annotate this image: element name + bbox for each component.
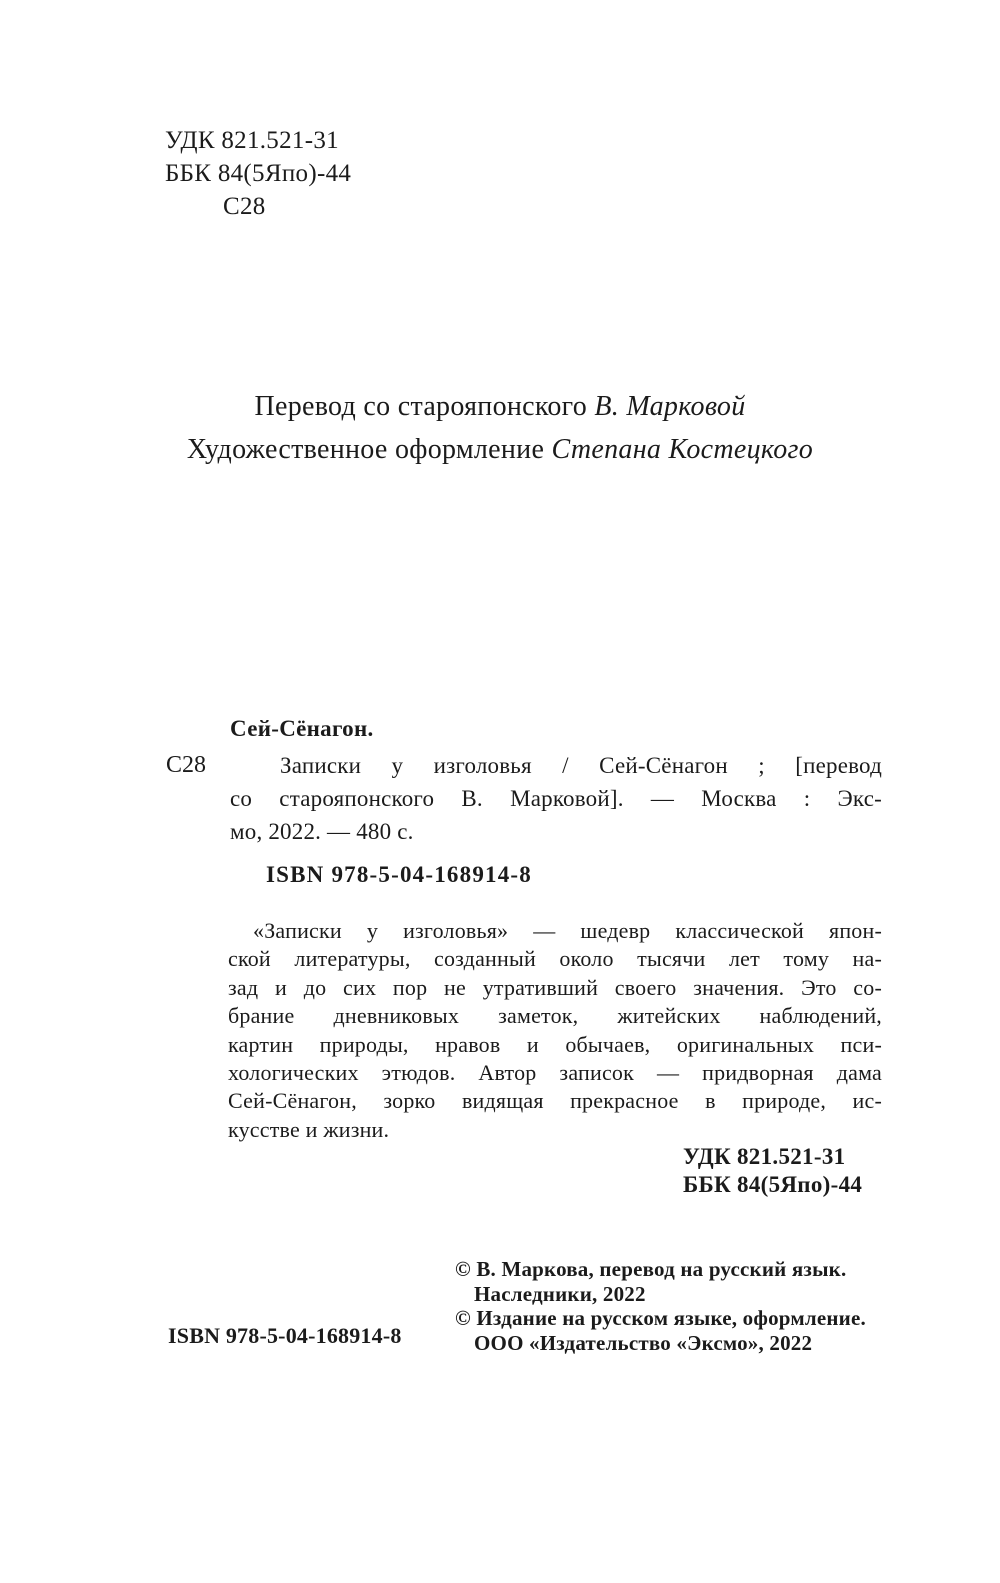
top-codes-block xyxy=(165,124,351,223)
annotation-line: брание дневниковых заметок, житейских наблюдений, xyxy=(228,1003,882,1029)
annotation-line: «Записки у изголовья» — шедевр классической япон- xyxy=(253,918,882,943)
translation-credit xyxy=(0,385,1000,428)
udk-code-bottom: УДК 821.521-31 xyxy=(683,1144,846,1169)
catalog-entry xyxy=(230,749,882,848)
copyright-line: ООО «Издательство «Эксмо», 2022 xyxy=(474,1330,813,1355)
translation-credit-text: Перевод со старояпонского xyxy=(254,391,595,422)
translator-name: В. Марковой xyxy=(594,391,746,422)
author-sign-code: С28 xyxy=(223,193,266,220)
copyright-block xyxy=(455,1257,866,1355)
annotation-line: ской литературы, созданный около тысячи лет тому на- xyxy=(228,946,882,972)
copyright-line: Наследники, 2022 xyxy=(474,1281,646,1306)
catalog-entry-line: со старояпонского В. Марковой]. — Москва : Экс- xyxy=(230,786,882,811)
annotation-paragraph xyxy=(228,917,882,1144)
design-credit-text: Художественное оформление xyxy=(186,434,552,465)
annotation-line: Сей-Сёнагон, зорко видящая прекрасное в природе, ис- xyxy=(228,1088,882,1114)
footer-isbn: ISBN 978-5-04-168914-8 xyxy=(168,1323,402,1348)
annotation-line: хологических этюдов. Автор записок — придворная дама xyxy=(228,1060,882,1086)
bbk-code-bottom: ББК 84(5Япо)-44 xyxy=(683,1172,863,1197)
annotation-line: кусстве и жизни. xyxy=(228,1116,390,1142)
design-credit xyxy=(0,428,1000,471)
catalog-entry-line: Записки у изголовья / Сей-Сёнагон ; [перевод xyxy=(280,753,882,778)
catalog-author: Сей-Сёнагон. xyxy=(230,716,374,741)
annotation-line: картин природы, нравов и обычаев, оригинальных пси- xyxy=(228,1031,882,1057)
bbk-code: ББК 84(5Япо)-44 xyxy=(165,160,352,187)
udk-code: УДК 821.521-31 xyxy=(165,127,339,154)
copyright-line: © Издание на русском языке, оформление. xyxy=(455,1306,866,1330)
bottom-codes-block xyxy=(683,1143,862,1199)
copyright-line: © В. Маркова, перевод на русский язык. xyxy=(455,1257,847,1281)
annotation-line: зад и до сих пор не утративший своего значения. Это со- xyxy=(228,974,882,1000)
credits-block xyxy=(0,385,1000,471)
catalog-isbn: ISBN 978-5-04-168914-8 xyxy=(266,862,532,887)
catalog-author-sign: С28 xyxy=(166,752,207,778)
designer-name: Степана Костецкого xyxy=(551,434,814,465)
catalog-entry-line: мо, 2022. — 480 с. xyxy=(230,819,414,844)
